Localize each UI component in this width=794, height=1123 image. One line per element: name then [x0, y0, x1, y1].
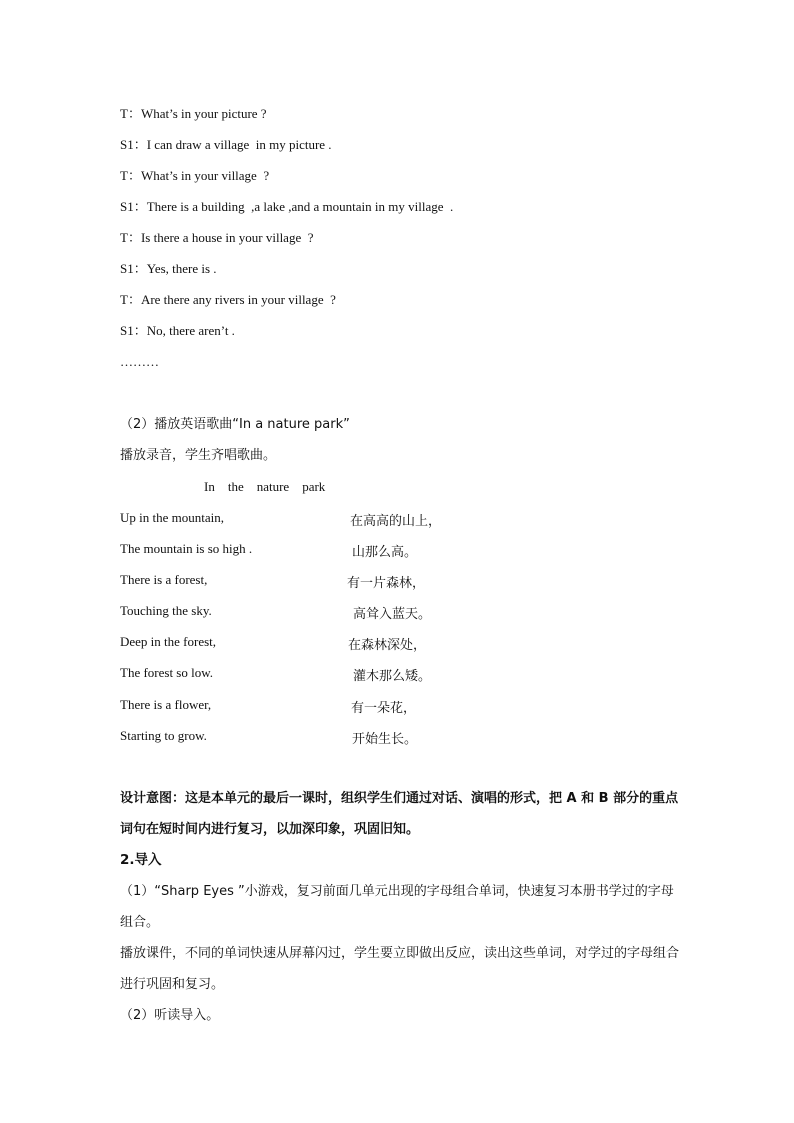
song-line: [120, 665, 680, 683]
song-line-cn: 高耸入蓝天。: [353, 607, 432, 622]
ellipsis: ………: [120, 354, 159, 369]
song-line: [120, 510, 680, 528]
song-line-en: Touching the sky.: [120, 603, 212, 618]
song-line: [120, 634, 680, 652]
song-line-cn: 有一朵花，: [351, 701, 417, 716]
song-line: [120, 697, 680, 715]
song-line-cn: 山那么高。: [352, 545, 418, 560]
song-line: [120, 572, 680, 590]
dialogue-line: T：What’s in your picture ?: [120, 106, 267, 121]
song-line-cn: 有一片森林，: [347, 576, 426, 591]
song-line-en: There is a forest,: [120, 572, 208, 587]
song-line-en: Up in the mountain,: [120, 510, 224, 525]
song-line-en: The mountain is so high .: [120, 541, 253, 556]
song-line-cn: 在高高的山上，: [350, 514, 442, 529]
song-line-en: The forest so low.: [120, 665, 214, 680]
song-line: [120, 728, 680, 746]
dialogue-line: S1：I can draw a village in my picture .: [120, 137, 332, 152]
intro-paragraph-3: （2）听读导入。: [120, 1008, 220, 1023]
section-title: 2.导入: [120, 852, 162, 868]
dialogue-line: S1：Yes, there is .: [120, 261, 217, 276]
song-line-en: Starting to grow.: [120, 728, 207, 743]
song-heading: （2）播放英语歌曲“In a nature park”: [120, 417, 350, 432]
intro-paragraph-1: （1）“Sharp Eyes ”小游戏，复习前面几单元出现的字母组合单词，快速复习本册书学过的字母组合。: [120, 884, 674, 930]
dialogue-line: S1：There is a building ,a lake ,and a mountain in my village .: [120, 199, 454, 214]
dialogue-line: T：Is there a house in your village ?: [120, 230, 314, 245]
intro-paragraph-2: 播放课件，不同的单词快速从屏幕闪过，学生要立即做出反应，读出这些单词，对学过的字母组合进行巩固和复习。: [120, 946, 680, 992]
song-line-cn: 在森林深处，: [348, 638, 427, 653]
dialogue-line: T：What’s in your village ?: [120, 168, 270, 183]
song-title: In the nature park: [204, 479, 326, 494]
song-line-cn: 开始生长。: [352, 732, 418, 747]
design-intent: 设计意图：这是本单元的最后一课时，组织学生们通过对话、演唱的形式，把 A 和 B 部分的重点词句在短时间内进行复习，以加深印象，巩固旧知。: [120, 791, 679, 837]
song-line-cn: 灌木那么矮。: [353, 669, 432, 684]
song-line: [120, 603, 680, 621]
song-line-en: There is a flower,: [120, 697, 212, 712]
dialogue-line: S1：No, there aren’t .: [120, 323, 235, 338]
song-line: [120, 541, 680, 559]
song-instruction: 播放录音，学生齐唱歌曲。: [120, 448, 277, 463]
song-line-en: Deep in the forest,: [120, 634, 217, 649]
dialogue-line: T：Are there any rivers in your village ?: [120, 292, 336, 307]
